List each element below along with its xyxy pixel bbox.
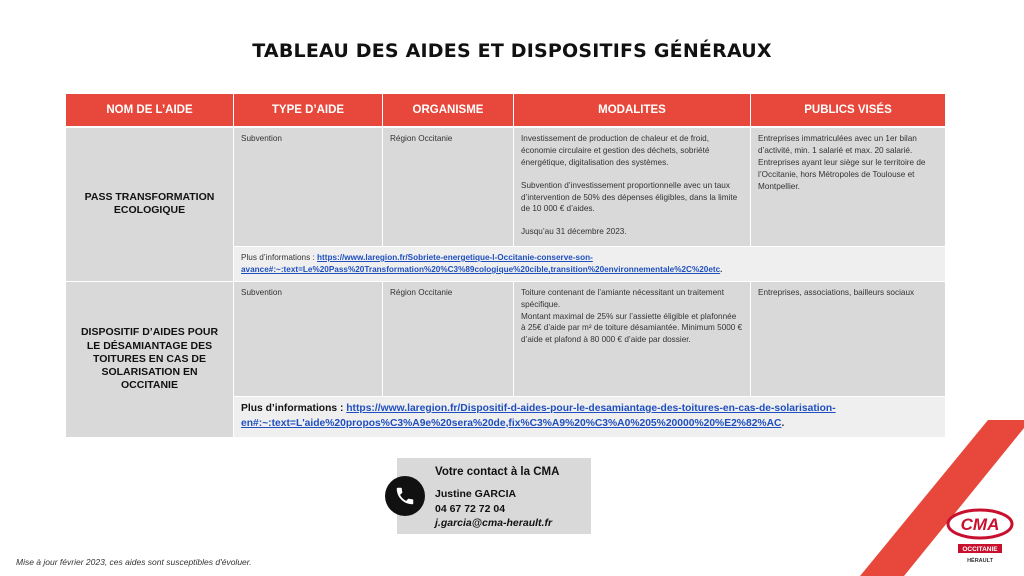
table-header-row [66,94,945,128]
publics-text: Entreprises ayant leur siège sur le territoire de l’Occitanie, hors Métropoles de Toulouse et Montpellier. [758,157,926,191]
phone-icon [385,476,425,516]
publics-text: Entreprises immatriculées avec un 1er bilan d’activité, min. 1 salarié et max. 20 salarié. [758,134,917,155]
type-aide: Subvention [241,134,282,143]
modalites-cell [514,282,751,397]
header-modalites: MODALITES [514,94,751,128]
table-row [66,282,945,397]
header-organisme: ORGANISME [383,94,514,128]
aide-name: PASS TRANSFORMATION ECOLOGIQUE [84,191,215,217]
table-row [66,128,945,247]
modalites-text: Investissement de production de chaleur et de froid, économie circulaire et gestion des déchets, sobriété énergétique, digitalisation des systèmes. [521,134,710,167]
modalites-text: Jusqu’au 31 décembre 2023. [521,227,627,237]
type-aide: Subvention [241,287,282,297]
aides-table [66,94,945,438]
page-title: TABLEAU DES AIDES ET DISPOSITIFS GÉNÉRAUX [252,40,772,62]
contact-phone: 04 67 72 72 04 [435,503,506,515]
aide-name-cell [66,282,234,438]
logo-region: OCCITANIE [962,546,998,553]
contact-name: Justine GARCIA [435,488,517,500]
modalites-text: Toiture contenant de l’amiante nécessitant un traitement spécifique. [521,287,724,309]
publics-text: Entreprises, associations, bailleurs sociaux [758,287,915,297]
info-label: Plus d’informations : [241,253,317,262]
modalites-cell [514,128,751,247]
info-end: . [720,264,723,274]
organisme-cell [383,128,514,247]
header-publics-vises: PUBLICS VISÉS [751,94,945,128]
type-aide-cell [234,282,383,397]
organisme: Région Occitanie [390,287,453,297]
info-end: . [781,417,785,429]
info-label: Plus d’informations : [241,402,347,414]
footer-note: Mise à jour février 2023, ces aides sont susceptibles d'évoluer. [16,557,252,567]
aide-name: DISPOSITIF D’AIDES POUR LE DÉSAMIANTAGE DES TOITURES EN CAS DE SOLARISATION EN OCCITANIE [80,326,219,391]
info-cell [234,247,945,282]
info-link[interactable]: https://www.laregion.fr/Sobriete-energetique-l-Occitanie-conserve-son-avance#:~:text=Le%20Pass%20Transformation%20%C3%89cologique%20cible,transition%20environnementale%2C%20etc [241,253,721,274]
logo-mark: CMA [960,515,1000,534]
organisme-cell [383,282,514,397]
info-link[interactable]: https://www.laregion.fr/Dispositif-d-aides-pour-le-desamiantage-des-toitures-en-cas-de-solarisation-en#:~:text=L'aide%20propos%C3%A9e%20sera%20de,fix%C3%A9%20%C3%A0%205%20000%20%E2%82%AC [241,402,836,429]
organisme: Région Occitanie [390,134,453,143]
header-nom-aide: NOM DE L’AIDE [66,94,234,128]
modalites-text: Montant maximal de 25% sur l’assiette éligible et plafonnée à 25€ d’aide par m² de toiture désamiantée. Minimum 5000 € d’aide et plafond à 80 000 € d’aide par dossier. [521,311,743,345]
logo-dept: HÉRAULT [967,558,993,564]
type-aide-cell [234,128,383,247]
contact-box [397,458,591,534]
aide-name-cell [66,128,234,282]
contact-email[interactable]: j.garcia@cma-herault.fr [435,517,553,529]
header-type-aide: TYPE D’AIDE [234,94,383,128]
modalites-text: Subvention d’investissement proportionnelle avec un taux d’intervention de 50% des dépenses éligibles, dans la limite de 10 000 € d’aides. [521,180,738,214]
publics-cell [751,282,945,397]
contact-title: Votre contact à la CMA [435,466,560,478]
corner-decoration [860,420,1024,576]
info-cell [234,397,945,438]
publics-cell [751,128,945,247]
